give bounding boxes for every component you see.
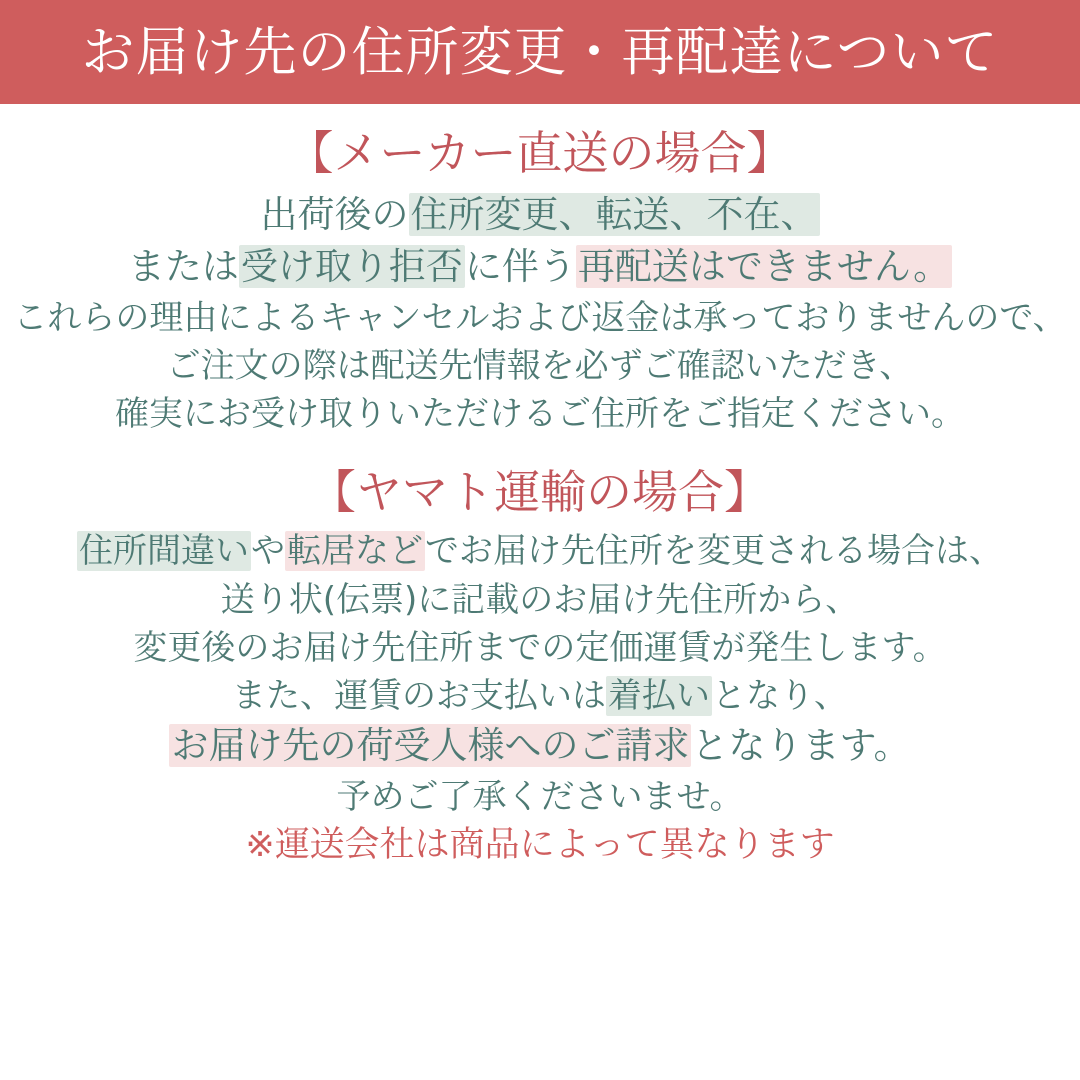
text-part: 出荷後の: [260, 192, 409, 236]
text-part-highlight: 受け取り拒否: [240, 245, 463, 289]
footer-note: ※運送会社は商品によって異なります: [245, 825, 835, 866]
text-part-highlight: 住所間違い: [79, 531, 249, 572]
text-part-highlight: 住所変更、転送、不在、: [410, 192, 818, 236]
notice-line: 確実にお受け取りいただけるご住所をご指定ください。: [115, 394, 965, 435]
notice-content: [0, 104, 1080, 1080]
text-part: でお届け先住所を変更される場合は、: [425, 531, 1003, 572]
notice-line: 送り状(伝票)に記載のお届け先住所から、: [220, 579, 860, 620]
notice-line: 変更後のお届け先住所までの定価運賃が発生します。: [133, 627, 947, 668]
page-title: お届け先の住所変更・再配達について: [81, 21, 999, 83]
notice-line: ご注文の際は配送先情報を必ずご確認いただき、: [166, 346, 914, 387]
text-part: に伴う: [464, 245, 576, 289]
text-part: や: [251, 531, 285, 572]
notice-line: 予めご了承くださいませ。: [336, 776, 744, 817]
header-banner: [0, 0, 1080, 104]
text-part: または: [127, 245, 239, 289]
text-part-highlight: お届け先の荷受人様へのご請求: [171, 724, 690, 768]
text-part-highlight: 転居など: [287, 531, 423, 572]
text-part: となります。: [691, 724, 911, 768]
text-part: となり、: [712, 676, 848, 717]
notice-line: [232, 672, 848, 720]
notice-line: [261, 189, 820, 242]
notice-line: [77, 527, 1003, 575]
notice-line: [169, 720, 910, 773]
notice-line: これらの理由によるキャンセルおよび返金は承っておりませんので、: [13, 297, 1067, 338]
text-part-highlight: 着払い: [608, 676, 710, 717]
section-heading-yamato: 【ヤマト運輸の場合】: [310, 464, 770, 519]
text-part-highlight: 再配送はできません。: [577, 245, 951, 289]
notice-line: [128, 241, 952, 294]
section-heading-maker-direct: 【メーカー直送の場合】: [287, 126, 793, 180]
text-part: また、運賃のお支払いは: [232, 676, 606, 717]
